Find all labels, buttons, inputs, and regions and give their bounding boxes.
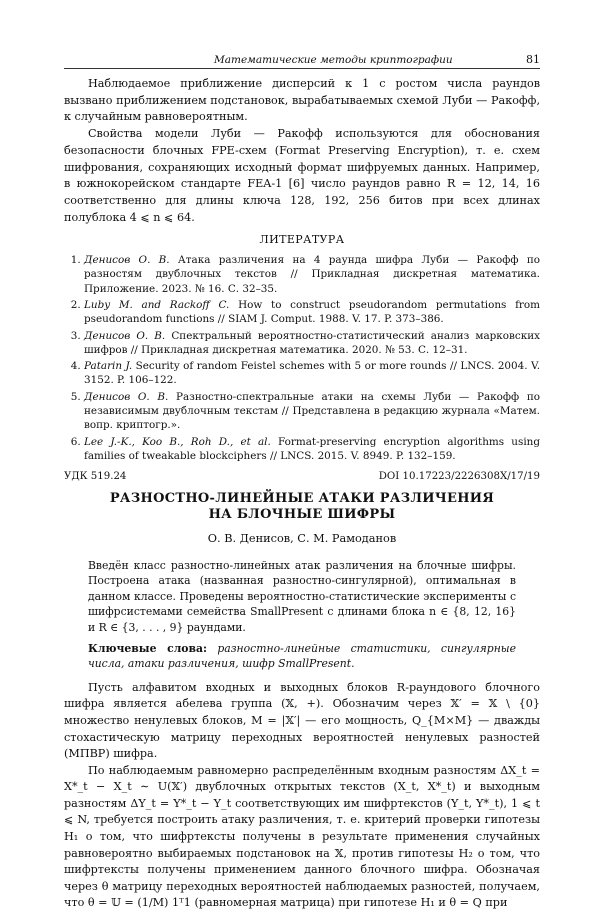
reference-item	[84, 253, 540, 296]
reference-item	[84, 298, 540, 327]
udk-code: УДК 519.24	[64, 471, 127, 483]
reference-authors: Денисов О. В.	[84, 329, 166, 342]
article-body	[64, 680, 540, 912]
reference-text: Спектральный вероятностно-статистический анализ марковских шифров // Прикладная дискретная математика. 2020. № 53. С. 12–31.	[84, 329, 540, 356]
abstract	[88, 558, 516, 635]
reference-authors: Patarin J.	[84, 360, 133, 373]
body-paragraph-1: Пусть алфавитом входных и выходных блоков R-раундового блочного шифра является абелева группа (𝕏, +). Обозначим через 𝕏′ = 𝕏 \ {0} множество ненулевых блоков, M = |𝕏′| — его мощность, Q_{M×M} — дважды стохастическую матрицу переходных вероятностей ненулевых разностей (МПВР) шифра.	[64, 680, 540, 761]
references-title: ЛИТЕРАТУРА	[259, 233, 345, 247]
reference-authors: Денисов О. В.	[84, 390, 169, 403]
keywords	[88, 641, 516, 672]
reference-authors: Денисов О. В.	[84, 254, 170, 267]
article-title-line-1: РАЗНОСТНО-ЛИНЕЙНЫЕ АТАКИ РАЗЛИЧЕНИЯ	[109, 491, 495, 507]
reference-item	[84, 359, 540, 388]
reference-item	[84, 390, 540, 433]
running-header	[64, 50, 540, 70]
reference-authors: Lee J.-K., Koo B., Roh D., et al.	[84, 435, 271, 448]
reference-item	[84, 329, 540, 358]
reference-item	[84, 435, 540, 464]
doi-link[interactable]: DOI 10.17223/2226308X/17/19	[378, 471, 540, 483]
article-title	[64, 491, 540, 523]
page-body	[64, 76, 540, 912]
article-meta	[64, 469, 540, 487]
running-title: Математические методы криптографии	[214, 54, 453, 66]
body-paragraph-2: По наблюдаемым равномерно распределённым входным разностям ΔX_t = X*_t − X_t ∼ U(𝕏′) двублочных открытых текстов (X_t, X*_t) и выходным разностям ΔY_t = Y*_t − Y_t соответствующих им шифртекстов (Y_t, Y*_t), 1 ⩽ t ⩽ N, требуется построить атаку различения, т. е. критерий проверки гипотезы H₁ о том, что шифртексты получены в результате применения случайных равновероятно выбираемых подстановок на 𝕏, против гипотезы H₂ о том, что шифртексты получены применением данного блочного шифра. Обозначая через θ матрицу переходных вероятностей наблюдаемых разностей, получаем, что θ = 𝕌 = (1/M) 1ᵀ1 (равномерная матрица) при гипотезе H₁ и θ = Q при	[64, 763, 540, 910]
keywords-label: Ключевые слова:	[88, 641, 207, 655]
references-list	[64, 253, 540, 463]
intro-paragraph-2: Свойства модели Луби — Ракофф используются для обоснования безопасности блочных FPE-схем (Format Preserving Encryption), т. е. схем шифрования, сохраняющих исходный формат шифруемых данных. Например, в южнокорейском стандарте FEA-1 [6] число раундов равно R = 12, 14, 16 соответственно для длины ключа 128, 192, 256 битов при всех длинах полублока 4 ⩽ n ⩽ 64.	[64, 127, 540, 224]
page-number: 81	[526, 53, 540, 66]
reference-text: Разностно-спектральные атаки на схемы Луби — Ракофф по независимым двублочным текстам // Представлена в редакцию журнала «Матем. вопр. криптогр.».	[84, 390, 541, 432]
abstract-text: Введён класс разностно-линейных атак различения на блочные шифры. Построена атака (названная разностно-сингулярной), оптимальная в данном классе. Проведены вероятностно-статистические эксперименты с шифрсистемами семейства SmallPresent с длинами блока n ∈ {8, 12, 16} и R ∈ {3, . . . , 9} раундами.	[88, 558, 516, 634]
reference-authors: Luby M. and Rackoff C.	[84, 298, 230, 311]
reference-text: Security of random Feistel schemes with 5 or more rounds // LNCS. 2004. V. 3152. P. 106–122.	[84, 360, 540, 387]
reference-text: Атака различения на 4 раунда шифра Луби — Ракофф по разностям двублочных текстов // Прикладная дискретная математика. Приложение. 2023. № 16. С. 32–35.	[84, 254, 540, 295]
header-rule	[64, 68, 540, 69]
reference-text: How to construct pseudorandom permutations from pseudorandom functions // SIAM J. Comput. 1988. V. 17. P. 373–386.	[84, 298, 540, 326]
reference-text: Format-preserving encryption algorithms using families of tweakable blockciphers // LNCS. 2015. V. 8949. P. 132–159.	[84, 435, 540, 462]
intro-paragraph-1: Наблюдаемое приближение дисперсий к 1 с ростом числа раундов вызвано приближением подстановок, вырабатываемых схемой Луби — Ракофф, к случайным равновероятным.	[64, 77, 540, 124]
article-title-line-2: НА БЛОЧНЫЕ ШИФРЫ	[208, 507, 396, 523]
article-authors: О. В. Денисов, С. М. Рамоданов	[207, 532, 397, 546]
keywords-text: разностно-линейные статистики, сингулярные числа, атаки различения, шифр SmallPresent.	[88, 641, 516, 671]
